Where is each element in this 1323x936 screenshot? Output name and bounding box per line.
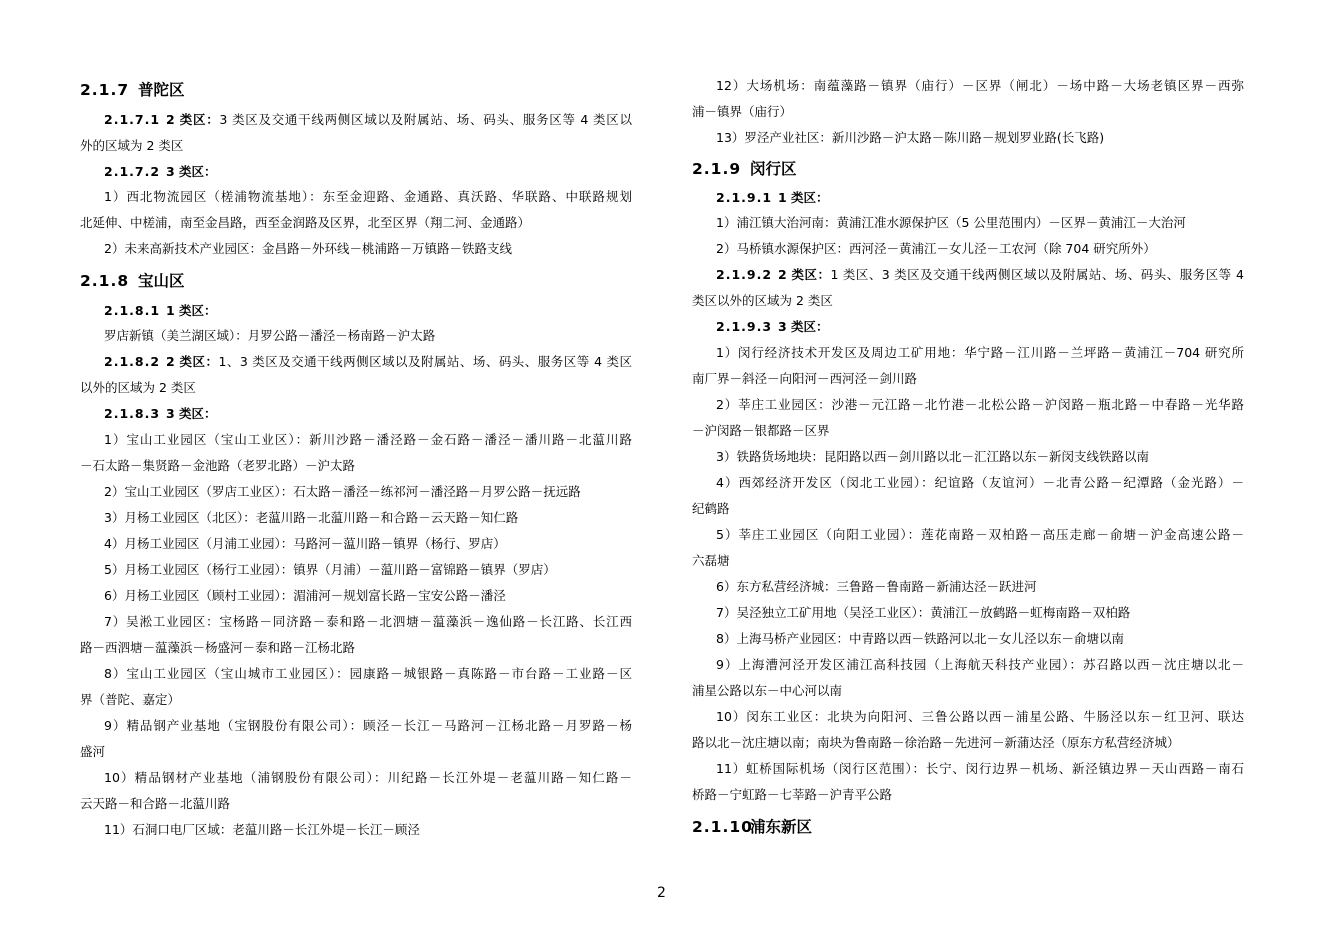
body-line: 1）浦江镇大治河南：黄浦江准水源保护区（5 公里范围内）－区界－黄浦江－大治河: [716, 215, 1186, 230]
body-line: 11）虹桥国际机场（闵行区范围）：长宁、闵行边界－机场、新泾镇边界－天山西路－南石: [716, 761, 1244, 776]
body-line: 1）闵行经济技术开发区及周边工矿用地：华宁路－江川路－兰坪路－黄浦江－704 研究所: [716, 345, 1244, 360]
subsection-text: 3 类区及交通干线两侧区域以及附属站、场、码头、服务区等 4 类区以: [219, 112, 632, 127]
subsection-number: 2.1.7.1: [104, 112, 161, 127]
body-line: 4）月杨工业园区（月浦工业园）：马路河－蕰川路－镇界（杨行、罗店）: [104, 536, 506, 551]
body-line: 路以北－沈庄塘以南；南块为鲁南路－徐治路－先进河－新蒲达泾（原东方私营经济城）: [692, 735, 1180, 750]
subsection-paragraph: [692, 268, 1244, 282]
subsection-number: 2.1.7.2: [104, 164, 161, 179]
body-line: 浦星公路以东－中心河以南: [692, 683, 843, 698]
body-line: 浦－镇界（庙行）: [692, 104, 793, 119]
subsection-paragraph: [80, 304, 632, 318]
body-line: 8）上海马桥产业园区：中青路以西－铁路河以北－女儿泾以东－俞塘以南: [716, 631, 1124, 646]
subsection-paragraph: [80, 165, 632, 179]
body-line: 3）月杨工业园区（北区）：老蕰川路－北蕰川路－和合路－云天路－知仁路: [104, 510, 519, 525]
page-number: 2: [657, 885, 666, 901]
subsection-label: 3 类区：: [166, 164, 217, 179]
body-line: 南厂界－斜泾－向阳河－西河泾－剑川路: [692, 371, 918, 386]
section-heading: [692, 818, 1244, 836]
body-line: 5）月杨工业园区（杨行工业园）：镇界（月浦）－蕰川路－富锦路－镇界（罗店）: [104, 562, 556, 577]
body-line: 界（普陀、嘉定）: [80, 692, 181, 707]
body-line: 7）吴泾独立工矿用地（吴泾工业区）：黄浦江－放鹤路－虹梅南路－双柏路: [716, 605, 1131, 620]
section-title: 浦东新区: [750, 818, 813, 836]
subsection-paragraph: [692, 320, 1244, 334]
body-line: 路－西泗塘－蕰藻浜－杨盛河－泰和路－江杨北路: [80, 640, 356, 655]
subsection-number: 2.1.8.1: [104, 303, 161, 318]
body-line: 10）精品钢材产业基地（浦钢股份有限公司）：川纪路－长江外堤－老蕰川路－知仁路－: [104, 770, 632, 785]
body-line: 11）石洞口电厂区域：老蕰川路－长江外堤－长江－顾泾: [104, 822, 420, 837]
subsection-label: 3 类区：: [778, 319, 829, 334]
subsection-paragraph: [80, 355, 632, 369]
subsection-label: 1 类区：: [778, 190, 829, 205]
body-line: 12）大场机场：南蕴藻路－镇界（庙行）－区界（闸北）－场中路－大场老镇区界－西弥: [716, 78, 1244, 93]
body-line: 云天路－和合路－北蕰川路: [80, 796, 231, 811]
body-line: 纪鹤路: [692, 501, 730, 516]
body-line: －石太路－集贤路－金池路（老罗北路）－沪太路: [80, 458, 356, 473]
body-line: 6）月杨工业园区（顾村工业园）：湄浦河－规划富长路－宝安公路－潘泾: [104, 588, 506, 603]
body-line: 10）闵东工业区：北块为向阳河、三鲁公路以西－浦星公路、牛肠泾以东－红卫河、联达: [716, 709, 1244, 724]
body-line: 北延伸、中槎浦，南至金昌路，西至金润路及区界，北至区界（翔二河、金通路）: [80, 215, 531, 230]
section-heading: [692, 160, 1244, 178]
body-line: 7）吴淞工业园区：宝杨路－同济路－泰和路－北泗塘－蕰藻浜－逸仙路－长江路、长江西: [104, 614, 632, 629]
section-title: 闵行区: [750, 160, 797, 178]
subsection-paragraph: [80, 407, 632, 421]
subsection-paragraph: [692, 191, 1244, 205]
subsection-paragraph: [80, 113, 632, 127]
subsection-label: 1 类区：: [166, 303, 217, 318]
body-line: 4）西郊经济开发区（闵北工业园）：纪谊路（友谊河）－北青公路－纪潭路（金光路）－: [716, 475, 1244, 490]
section-number: 2.1.8: [80, 272, 130, 290]
subsection-label: 2 类区：: [166, 112, 220, 127]
body-line: 1）宝山工业园区（宝山工业区）：新川沙路－潘泾路－金石路－潘泾－潘川路－北蕰川路: [104, 432, 632, 447]
section-title: 普陀区: [138, 81, 185, 99]
subsection-number: 2.1.9.3: [716, 319, 773, 334]
body-line: 2）马桥镇水源保护区：西河泾－黄浦江－女儿泾－工农河（除 704 研究所外）: [716, 241, 1156, 256]
section-number: 2.1.7: [80, 81, 130, 99]
subsection-number: 2.1.9.1: [716, 190, 773, 205]
body-line: 以外的区域为 2 类区: [80, 380, 196, 395]
section-number: 2.1.9: [692, 160, 742, 178]
subsection-label: 2 类区：: [778, 267, 831, 282]
section-heading: [80, 272, 632, 290]
section-heading: [80, 81, 632, 99]
body-line: 1）西北物流园区（槎浦物流基地）：东至金迎路、金通路、真沃路、华联路、中联路规划: [104, 189, 632, 204]
subsection-label: 3 类区：: [166, 406, 217, 421]
section-title: 宝山区: [138, 272, 185, 290]
body-line: －沪闵路－银都路－区界: [692, 423, 830, 438]
body-line: 2）莘庄工业园区：沙港－元江路－北竹港－北松公路－沪闵路－瓶北路－中春路－光华路: [716, 397, 1244, 412]
body-line: 六磊塘: [692, 553, 730, 568]
body-line: 5）莘庄工业园区（向阳工业园）：莲花南路－双柏路－高压走廊－俞塘－沪金高速公路－: [716, 527, 1244, 542]
body-line: 类区以外的区域为 2 类区: [692, 293, 833, 308]
body-line: 2）未来高新技术产业园区：金昌路－外环线－桃浦路－万镇路－铁路支线: [104, 241, 512, 256]
body-line: 9）上海漕河泾开发区浦江高科技园（上海航天科技产业园）：苏召路以西－沈庄塘以北－: [716, 657, 1244, 672]
body-line: 2）宝山工业园区（罗店工业区）：石太路－潘泾－练祁河－潘泾路－月罗公路－抚远路: [104, 484, 581, 499]
body-line: 3）铁路货场地块：昆阳路以西－剑川路以北－汇江路以东－新闵支线铁路以南: [716, 449, 1149, 464]
body-line: 9）精品钢产业基地（宝钢股份有限公司）：顾泾－长江－马路河－江杨北路－月罗路－杨: [104, 718, 632, 733]
body-line: 罗店新镇（美兰湖区域）：月罗公路－潘泾－杨南路－沪太路: [104, 328, 436, 343]
section-number: 2.1.10: [692, 818, 753, 836]
body-line: 6）东方私营经济城：三鲁路－鲁南路－新浦达泾－跃进河: [716, 579, 1037, 594]
subsection-text: 1 类区、3 类区及交通干线两侧区域以及附属站、场、码头、服务区等 4: [830, 267, 1244, 282]
subsection-number: 2.1.8.3: [104, 406, 161, 421]
body-line: 8）宝山工业园区（宝山城市工业园区）：园康路－城银路－真陈路－市台路－工业路－区: [104, 666, 632, 681]
subsection-label: 2 类区：: [166, 354, 219, 369]
body-line: 外的区域为 2 类区: [80, 138, 184, 153]
subsection-text: 1、3 类区及交通干线两侧区域以及附属站、场、码头、服务区等 4 类区: [218, 354, 632, 369]
subsection-number: 2.1.9.2: [716, 267, 773, 282]
subsection-number: 2.1.8.2: [104, 354, 161, 369]
body-line: 盛河: [80, 744, 106, 759]
body-line: 桥路－宁虹路－七莘路－沪青平公路: [692, 787, 893, 802]
body-line: 13）罗泾产业社区：新川沙路－沪太路－陈川路－规划罗业路(长飞路): [716, 130, 1105, 145]
